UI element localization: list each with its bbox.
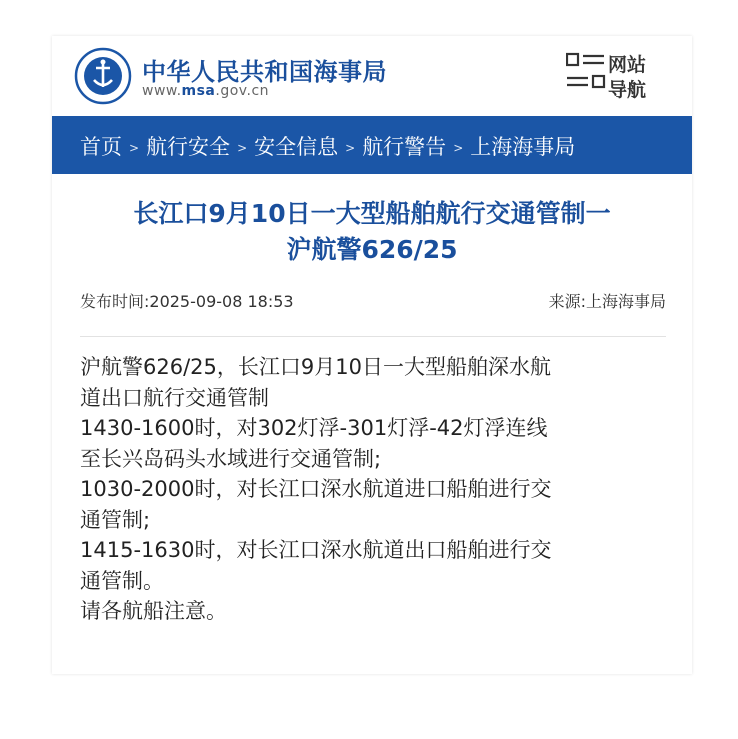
url-suffix: .gov.cn [215,83,270,99]
body-line: 1030-2000时，对长江口深水航道进口船舶进行交 [80,477,552,501]
breadcrumb-safety-info[interactable]: 安全信息 [254,135,339,159]
chevron-right-icon: > [129,141,140,155]
breadcrumb-bar [52,116,692,174]
body-line: 请各航船注意。 [80,599,227,623]
url-domain: msa [181,83,216,99]
breadcrumb [80,131,575,161]
body-line: 沪航警626/25，长江口9月10日一大型船舶深水航 [80,355,551,379]
chevron-right-icon: > [237,141,248,155]
divider [80,336,666,337]
site-nav-button[interactable] [564,50,674,100]
body-line: 至长兴岛码头水域进行交通管制; [80,446,382,471]
site-nav-icon [566,52,606,98]
body-line: 通管制。 [80,568,164,593]
site-url[interactable] [142,83,269,99]
site-nav-label-line2: 导航 [608,79,647,101]
article-title-line2: 沪航警626/25 [286,235,458,264]
article-source: 来源:上海海事局 [548,292,666,311]
breadcrumb-home[interactable]: 首页 [80,135,122,159]
body-line: 通管制; [80,507,151,532]
url-prefix: www. [142,83,182,99]
article-title-line1: 长江口9月10日一大型船舶航行交通管制一 [133,199,611,228]
breadcrumb-nav-warnings[interactable]: 航行警告 [362,135,447,159]
msa-logo-icon[interactable] [74,47,132,105]
body-line: 1415-1630时，对长江口深水航道出口船舶进行交 [80,538,552,562]
breadcrumb-nav-safety[interactable]: 航行安全 [146,135,231,159]
site-header [52,36,692,116]
article-meta [80,289,666,312]
site-nav-label-line1: 网站 [608,54,647,76]
article-title [52,196,692,268]
breadcrumb-shanghai-msa[interactable]: 上海海事局 [470,135,576,159]
page-card [52,36,692,674]
body-line: 道出口航行交通管制 [80,385,269,410]
publish-time: 发布时间:2025-09-08 18:53 [80,292,294,311]
article-body [80,352,680,627]
site-name[interactable]: 中华人民共和国海事局 [142,58,387,86]
body-line: 1430-1600时，对302灯浮-301灯浮-42灯浮连线 [80,416,548,440]
chevron-right-icon: > [453,141,464,155]
chevron-right-icon: > [345,141,356,155]
